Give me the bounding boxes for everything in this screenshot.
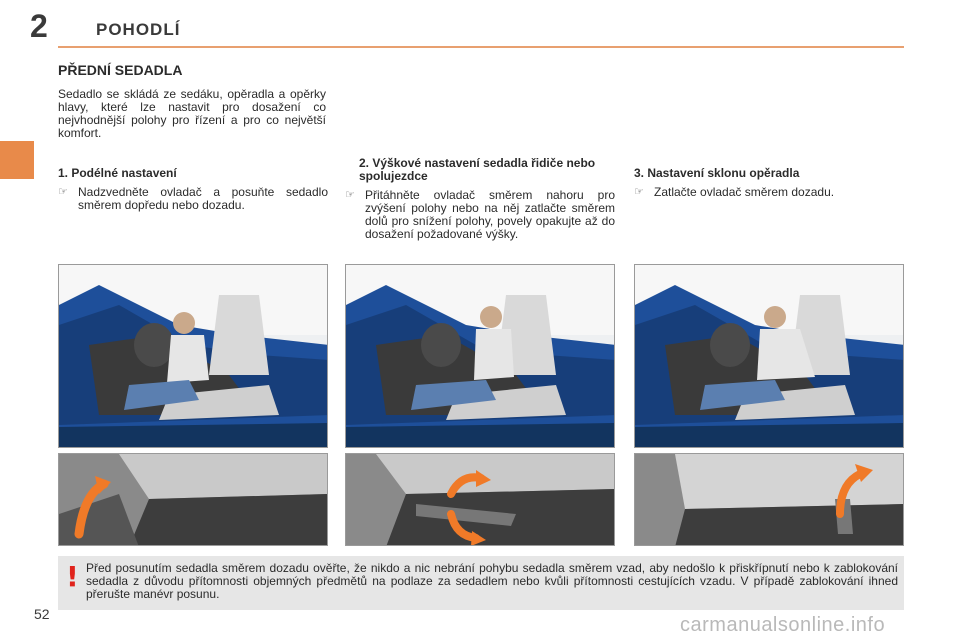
step-2-heading: 2. Výškové nastavení sedadla řidiče nebo spolujezdce bbox=[359, 156, 596, 183]
warning-box bbox=[58, 556, 904, 610]
hand-pointer-icon: ☞ bbox=[58, 186, 68, 198]
step-3-text: Zatlačte ovladač směrem dozadu. bbox=[654, 185, 835, 199]
step-1-item bbox=[58, 186, 328, 212]
detail-height-lever bbox=[345, 453, 615, 546]
step-3-item bbox=[634, 186, 904, 199]
detail-backrest-lever bbox=[634, 453, 904, 546]
step-2-item bbox=[345, 189, 615, 241]
detail-longitudinal-lever bbox=[58, 453, 328, 546]
hand-pointer-icon: ☞ bbox=[634, 186, 644, 198]
step-1-heading: 1. Podélné nastavení bbox=[58, 166, 177, 180]
intro-paragraph: Sedadlo se skládá ze sedáku, opěradla a opěrky hlavy, které lze nastavit pro dosažení co nejvhodnější polohy pro řízení a pro co největší komfort. bbox=[58, 87, 326, 140]
chapter-title: POHODLÍ bbox=[96, 20, 181, 39]
step-3-heading: 3. Nastavení sklonu opěradla bbox=[634, 166, 800, 180]
page-number: 52 bbox=[34, 606, 50, 622]
step-2-text: Přitáhněte ovladač směrem nahoru pro zvýšení polohy nebo na něj zatlačte směrem dolů pro snížení polohy, povely opakujte až do dosažení požadované výšky. bbox=[365, 188, 615, 241]
step-3 bbox=[634, 167, 904, 199]
hand-pointer-icon: ☞ bbox=[345, 189, 355, 201]
illustration-seat-longitudinal bbox=[58, 264, 328, 448]
illustration-backrest-tilt bbox=[634, 264, 904, 448]
watermark: carmanualsonline.info bbox=[680, 614, 886, 636]
chapter-number: 2 bbox=[30, 8, 48, 44]
step-1 bbox=[58, 167, 328, 212]
exclamation-icon: ! bbox=[66, 560, 79, 593]
step-1-text: Nadzvedněte ovladač a posuňte sedadlo směrem dopředu nebo dozadu. bbox=[78, 185, 328, 212]
header-rule bbox=[58, 46, 904, 48]
chapter-side-tab bbox=[0, 141, 34, 179]
section-title: PŘEDNÍ SEDADLA bbox=[58, 62, 183, 78]
step-2 bbox=[345, 157, 615, 241]
illustration-seat-height bbox=[345, 264, 615, 448]
warning-text: Před posunutím sedadla směrem dozadu ověřte, že nikdo a nic nebrání pohybu sedadla směrem vzad, aby nedošlo k přiskřípnutí nebo k zablokování sedadla z důvodu přítomnosti objemných předmětů na podlaze za sedadlem nebo kvůli přítomnosti cestujících vzadu. V případě zablokování ihned přerušte manévr posunu. bbox=[86, 561, 898, 601]
